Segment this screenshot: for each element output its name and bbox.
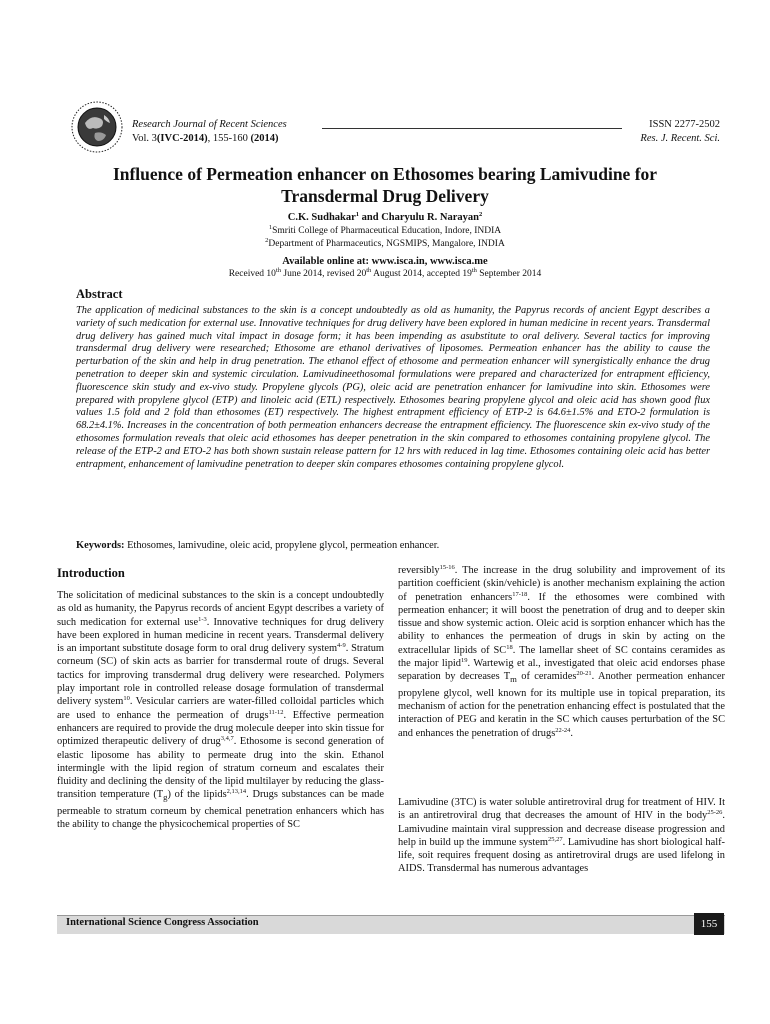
received-dates: Received 10th June 2014, revised 20th August 2014, accepted 19th September 2014: [228, 267, 542, 279]
journal-volume: Vol. 3(IVC-2014), 155-160 (2014): [132, 133, 279, 144]
issn: ISSN 2277-2502: [649, 119, 720, 130]
intro-paragraph-left: The solicitation of medicinal substances to the skin is a concept undoubtedly as old as humanity, the Papyrus records of ancient Egypt describes a variety of such medication for external use$^{1-3}$. Innovative techniques for drug delivery have been explored in human medicine in recent years. Transdermal delivery is an important substitute dosage form to oral drug delivery system$^{4-9}$. Stratum corneum (SC) of skin acts as barrier for transdermal route of drugs. Several tactics for improving transdermal drug delivery were researched. Polymers play important role in controlled release dosage formulation of transdermal delivery system$^{10}$. Vesicular carriers are water-filled colloidal particles which are used to enhance the permeation of drugs$^{11-12}$. Effective permeation enhancers are required to provide the drug molecule deeper into skin tissue for optimized therapeutic delivery of drug$^{3,4,7}$. Ethosome is second generation of elastic liposome has ability to permeate drug into the skin. Ethanol intermingle with the lipid region of stratum corneum and escalates their fluidity and declining the density of the lipid multilayer by reducing the glass-transition temperature $(T_g)$ of the lipids$^{2,13,14}$. Drugs substances can be made permeable to stratum corneum by chemical penetration enhancers which has the ability to change the physicochemical properties of SC: [57, 590, 384, 831]
keywords: Keywords: Ethosomes, lamivudine, oleic acid, propylene glycol, permeation enhancer.: [76, 540, 440, 551]
journal-name: Research Journal of Recent Sciences: [132, 119, 287, 130]
intro-paragraph-right: reversibly$^{15-16}$. The increase in the drug solubility and improvement of its partition coefficient (skin/vehicle) is another mechanism explaining the action of penetration enhancers$^{17-18}$. If the ethosomes were combined with permeation enhancer; it will boost the penetration of drug and to deeper skin tissue and show systemic action. Oleic acid is sorption enhancer which has the ability to enhances the permeation of drugs in skin by acting on the extracellular lipids of SC$^{18}$. The lamellar sheet of SC contains ceramides as the major lipid$^{19}$. Wartewig et al., investigated that oleic acid endorses phase separation by decreases $T_m$ of ceramides$^{20-21}$. Another permeation enhancer propylene glycol, well known for its multiple use in topical preparation, its mechanism of action for the penetration enhancing effect is postulated that the interaction of PEG and keratin in the SC which causes perturbation of the SC and enhances the penetration of drugs$^{22-24}$.: [398, 564, 725, 739]
journal-abbreviation: Res. J. Recent. Sci.: [640, 133, 720, 144]
affiliation-2: $^2$Department of Pharmaceutics, NGSMIPS, Mangalore, INDIA: [265, 237, 505, 249]
author-list: C.K. Sudhakar$^1$ and Charyulu R. Narayan$^2$: [287, 211, 483, 223]
header-rule: [322, 128, 622, 129]
page-number: 155: [694, 913, 724, 935]
abstract-text: The application of medicinal substances to the skin is a concept undoubtedly as old as humanity, the Papyrus records of ancient Egypt describes a variety of such medication for external use. Innovative techniques for drug delivery have been explored in human medicine in recent years. Transdermal drug delivery has gained much vital impact in dosage form; it has been impending as asubstitute to oral delivery. Several tactics for improving transdermal drug delivery were researched; Ethosome are ethanol derivatives of liposomes. Permeation enhancer has the ability to cause the perturbation of the skin and help in drug penetration. The ethanol effect of ethosome and permeation enhancer will synergistically enhance the drug penetration to deeper skin and systemic circulation. Lamivudineethosomal formulations were prepared and characterized for entrapment efficiency, fluorescence skin study and ex-vivo study. Propylene glycols (PG), oleic acid are penetration enhancer for lamivudine into skin. Ethosomes were prepared with propylene glycol (ETP) and linoleic acid (ETL) respectively. Ethosomes bearing propylene glycol and oleic acid has shown good flux values 1.5 fold and 2 fold than ethosomes (ET) respectively. The highest entrapment efficiency of ETP-2 is 64.6±1.5% and ETO-2 formulation is 68.2±4.1%. Increases in the concentration of both permeation enhancers decrease the entrapment efficiency. The fluorescence skin ex-vivo study of the ethosomes formulation reveals that oleic acid ethosomes has deeper penetration in the skin compared to ethosomes containing propylene glycol. The release of the ETP-2 and ETO-2 has both shown sustain release pattern for 12 hrs with reduced in lag time. Ethosomes containing oleic acid has better entrapment, enhancement of lamivudine penetration to deeper skin compares ethosomes containing propylene glycol.: [76, 305, 710, 470]
lamivudine-paragraph: Lamivudine (3TC) is water soluble antiretroviral drug for treatment of HIV. It is an antiretroviral drug that decreases the amount of HIV in the body$^{25-26}$. Lamivudine maintain viral suppression and decrease disease progression and help in build up the immune system$^{25,27}$. Lamivudine has short biological half-life, soit requires frequent dosing as antiretroviral drugs are used lifelong in AIDS. Transdermal has numerous advantages: [398, 797, 726, 875]
footer-association: International Science Congress Association: [66, 917, 259, 928]
available-online: Available online at: www.isca.in, www.isca.me: [282, 256, 488, 267]
journal-issn-block: [640, 118, 720, 146]
journal-citation: [132, 118, 287, 146]
paper-title: Influence of Permeation enhancer on Ethosomes bearing Lamivudine for Transdermal Drug Delivery: [112, 164, 658, 206]
journal-logo-icon: [71, 101, 123, 153]
introduction-heading: Introduction: [57, 566, 125, 580]
abstract-heading: Abstract: [76, 287, 123, 301]
affiliation-1: $^1$Smriti College of Pharmaceutical Education, Indore, INDIA: [268, 224, 502, 236]
